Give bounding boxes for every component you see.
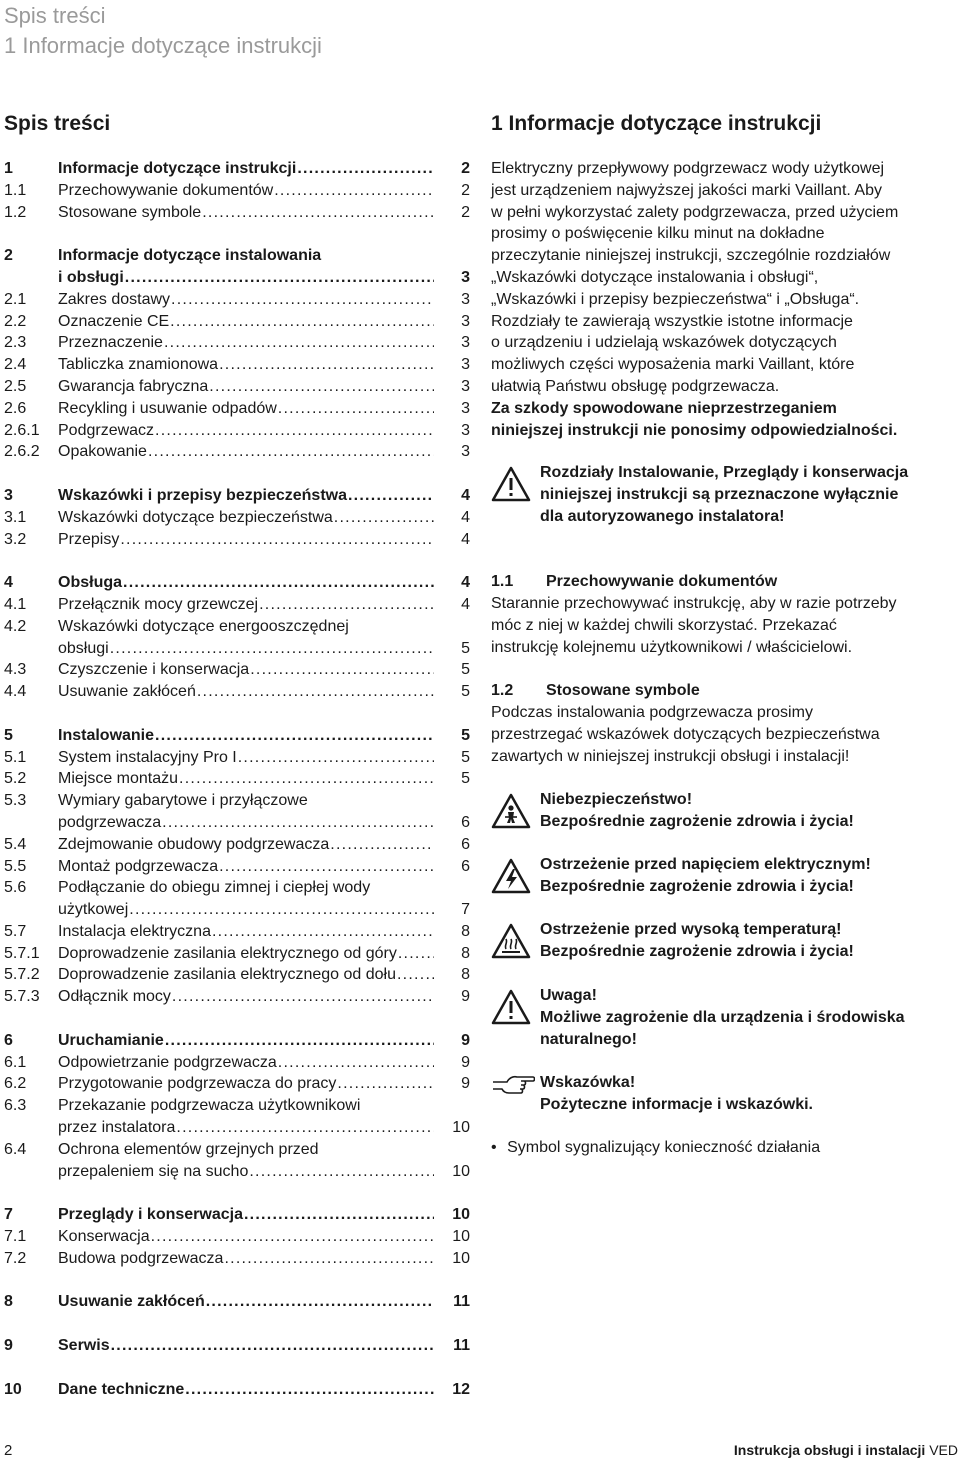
toc-entry-title: Opakowanie bbox=[58, 443, 147, 461]
toc-entry-number: 3 bbox=[4, 486, 13, 504]
toc-entry-title: Gwarancja fabryczna bbox=[58, 377, 209, 395]
toc-entry-number: 1 bbox=[4, 160, 13, 177]
intro-line: przeczytanie niniejszej instrukcji, szczególnie rozdziałów bbox=[491, 247, 891, 265]
toc-dot-leader bbox=[123, 572, 434, 594]
symbol-desc: Pożyteczne informacje i wskazówki. bbox=[540, 1095, 813, 1113]
toc-dot-leader bbox=[337, 1073, 434, 1095]
toc-entry-page: 6 bbox=[461, 835, 470, 853]
toc-entry bbox=[4, 1030, 470, 1052]
toc-dot-leader bbox=[278, 1052, 434, 1074]
toc-entry bbox=[4, 659, 470, 681]
subsection-1-2-text bbox=[491, 702, 960, 767]
toc-dot-leader bbox=[170, 311, 434, 333]
toc-dot-leader bbox=[330, 834, 434, 856]
toc-entry-number: 1.1 bbox=[4, 181, 27, 199]
toc-entry-number: 4.3 bbox=[4, 661, 27, 679]
running-header-line1: Spis treści bbox=[4, 3, 106, 28]
toc-dot-leader bbox=[172, 986, 434, 1008]
toc-entry-title: Przygotowanie podgrzewacza do pracy bbox=[58, 1075, 337, 1093]
text-line: zawartych w niniejszej instrukcji obsługi i instalacji! bbox=[491, 747, 850, 765]
toc-entry-number: 5.7.1 bbox=[4, 944, 40, 962]
toc-entry-title-cont: podgrzewacza bbox=[58, 813, 162, 831]
intro-text bbox=[491, 158, 960, 441]
toc-entry-title: Serwis bbox=[58, 1337, 110, 1355]
symbol-hot bbox=[491, 919, 854, 963]
toc-dot-leader bbox=[148, 441, 434, 463]
toc-entry-page: 11 bbox=[453, 1293, 470, 1311]
toc-entry-title: Dane techniczne bbox=[58, 1380, 185, 1398]
toc-entry-title: Ochrona elementów grzejnych przed bbox=[58, 1140, 319, 1158]
toc-entry-title: Wskazówki dotyczące energooszczędnej bbox=[58, 617, 349, 635]
toc-entry bbox=[4, 1226, 470, 1248]
toc-entry-number: 6.1 bbox=[4, 1053, 27, 1071]
toc-entry bbox=[4, 725, 470, 747]
toc-dot-leader bbox=[209, 376, 434, 398]
toc-entry-title: Montaż podgrzewacza bbox=[58, 857, 219, 875]
toc-entry-title-cont: przez instalatora bbox=[58, 1119, 176, 1137]
toc-title: Spis treści bbox=[4, 112, 111, 135]
toc-entry-title: Odłącznik mocy bbox=[58, 988, 171, 1006]
toc-entry-number: 5.7.2 bbox=[4, 966, 40, 984]
toc-entry-page: 11 bbox=[453, 1337, 470, 1355]
toc-entry-page: 4 bbox=[461, 595, 470, 613]
toc-entry-page: 10 bbox=[452, 1206, 470, 1224]
toc-dot-leader bbox=[111, 1335, 434, 1357]
toc-entry-page: 5 bbox=[461, 726, 470, 744]
bullet-mark: • bbox=[491, 1139, 497, 1156]
toc-dot-leader bbox=[219, 856, 434, 878]
toc-dot-leader bbox=[278, 398, 434, 420]
toc-entry-number: 4.4 bbox=[4, 683, 27, 701]
toc-entry-page: 3 bbox=[461, 268, 470, 286]
toc-entry bbox=[4, 986, 470, 1008]
toc-entry bbox=[4, 790, 470, 834]
toc-entry-title: Doprowadzenie zasilania elektrycznego od dołu bbox=[58, 966, 396, 984]
toc-entry bbox=[4, 834, 470, 856]
toc-entry bbox=[4, 856, 470, 878]
toc-entry-page: 3 bbox=[461, 399, 470, 417]
symbol-title: Ostrzeżenie przed napięciem elektrycznym! bbox=[540, 856, 871, 873]
toc-entry-title: Obsługa bbox=[58, 574, 123, 592]
toc-entry-page: 8 bbox=[461, 922, 470, 940]
symbol-title: Uwaga! bbox=[540, 987, 597, 1004]
toc-dot-leader bbox=[165, 1030, 434, 1052]
intro-line: Rozdziały te zawierają wszystkie istotne informacje bbox=[491, 312, 853, 330]
toc-dot-leader bbox=[120, 529, 434, 551]
toc-dot-leader bbox=[155, 725, 434, 747]
toc-entry-page: 4 bbox=[461, 486, 470, 504]
toc-dot-leader bbox=[197, 681, 434, 703]
toc-entry bbox=[4, 572, 470, 594]
toc-entry-page: 5 bbox=[461, 683, 470, 701]
toc-entry-number: 3.1 bbox=[4, 508, 27, 526]
toc-entry bbox=[4, 1052, 470, 1074]
toc-entry bbox=[4, 1291, 470, 1313]
warning-line: dla autoryzowanego instalatora! bbox=[540, 507, 785, 525]
table-of-contents bbox=[4, 158, 470, 1400]
toc-entry bbox=[4, 964, 470, 986]
toc-dot-leader bbox=[155, 420, 434, 442]
toc-entry-page: 3 bbox=[461, 356, 470, 374]
toc-entry-number: 6.4 bbox=[4, 1140, 27, 1158]
toc-entry-page: 6 bbox=[461, 813, 470, 831]
toc-entry-number: 2.5 bbox=[4, 377, 27, 395]
toc-entry-title: Doprowadzenie zasilania elektrycznego od góry bbox=[58, 944, 397, 962]
toc-dot-leader bbox=[185, 1379, 434, 1401]
toc-entry bbox=[4, 616, 470, 660]
toc-entry bbox=[4, 1204, 470, 1226]
toc-entry-page: 3 bbox=[461, 377, 470, 395]
toc-entry-number: 6 bbox=[4, 1031, 13, 1049]
toc-dot-leader bbox=[171, 289, 434, 311]
intro-line: „Wskazówki i przepisy bezpieczeństwa“ i „Obsługa“. bbox=[491, 290, 860, 308]
toc-entry-title: Przechowywanie dokumentów bbox=[58, 181, 274, 199]
intro-line: w pełni wykorzystać zalety podgrzewacza, przed użyciem bbox=[491, 203, 899, 221]
toc-entry-title: Informacje dotyczące instrukcji bbox=[58, 160, 297, 177]
subsection-1-1-text bbox=[491, 593, 960, 658]
toc-entry-number: 2.4 bbox=[4, 356, 27, 374]
toc-entry-title: Instalacja elektryczna bbox=[58, 922, 211, 940]
toc-dot-leader bbox=[179, 768, 434, 790]
toc-dot-leader bbox=[164, 332, 434, 354]
toc-entry-number: 4.1 bbox=[4, 595, 27, 613]
toc-entry bbox=[4, 245, 470, 289]
toc-entry-title: Usuwanie zakłóceń bbox=[58, 683, 196, 701]
toc-entry-title: Podłączanie do obiegu zimnej i ciepłej wody bbox=[58, 879, 371, 897]
toc-entry-number: 8 bbox=[4, 1293, 13, 1311]
intro-line: „Wskazówki dotyczące instalowania i obsługi“, bbox=[491, 268, 819, 286]
subsection-title: Stosowane symbole bbox=[546, 682, 700, 699]
toc-entry-page: 3 bbox=[461, 290, 470, 308]
toc-entry-page: 2 bbox=[461, 181, 470, 199]
liability-note: niniejszej instrukcji nie ponosimy odpowiedzialności. bbox=[491, 421, 898, 439]
toc-entry bbox=[4, 877, 470, 921]
toc-entry-title: Wskazówki dotyczące bezpieczeństwa bbox=[58, 508, 333, 526]
toc-entry-title-cont: użytkowej bbox=[58, 901, 129, 919]
toc-entry-title: Stosowane symbole bbox=[58, 203, 202, 221]
toc-entry bbox=[4, 1335, 470, 1357]
toc-entry bbox=[4, 398, 470, 420]
toc-entry-title: Budowa podgrzewacza bbox=[58, 1249, 224, 1267]
warning-line: Rozdziały Instalowanie, Przeglądy i konserwacja bbox=[540, 464, 909, 481]
toc-entry-number: 4.2 bbox=[4, 617, 27, 635]
subsection-title: Przechowywanie dokumentów bbox=[546, 573, 778, 590]
toc-entry-number: 6.3 bbox=[4, 1097, 27, 1115]
toc-dot-leader bbox=[274, 180, 434, 202]
toc-entry bbox=[4, 354, 470, 376]
toc-entry bbox=[4, 747, 470, 769]
intro-line: prosimy o poświęcenie kilku minut na dokładne bbox=[491, 225, 825, 243]
toc-entry-number: 5.7 bbox=[4, 922, 27, 940]
page-number: 2 bbox=[4, 1442, 13, 1459]
symbol-hint bbox=[491, 1072, 813, 1116]
toc-entry bbox=[4, 1379, 470, 1401]
toc-dot-leader bbox=[125, 267, 434, 289]
toc-entry-page: 12 bbox=[452, 1380, 470, 1398]
toc-entry-title-cont: przepaleniem się na sucho bbox=[58, 1162, 249, 1180]
toc-entry bbox=[4, 943, 470, 965]
toc-entry-title-cont: obsługi bbox=[58, 639, 109, 657]
text-line: instrukcję kolejnemu użytkownikowi / właścicielowi. bbox=[491, 638, 853, 656]
toc-entry bbox=[4, 202, 470, 224]
footer-doc-name: Instrukcja obsługi i instalacji bbox=[733, 1442, 926, 1458]
toc-dot-leader bbox=[398, 943, 434, 965]
toc-entry-number: 5.7.3 bbox=[4, 988, 40, 1006]
toc-entry-number: 10 bbox=[4, 1380, 22, 1398]
toc-entry-number: 2 bbox=[4, 247, 13, 265]
toc-entry-page: 3 bbox=[461, 443, 470, 461]
intro-line: jest urządzeniem najwyższej jakości marki Vaillant. Aby bbox=[491, 181, 882, 199]
toc-entry-title: Oznaczenie CE bbox=[58, 312, 170, 330]
toc-dot-leader bbox=[162, 812, 434, 834]
toc-dot-leader bbox=[206, 1291, 434, 1313]
toc-entry bbox=[4, 441, 470, 463]
intro-line: możliwych części wyposażenia marki Vaillant, które bbox=[491, 356, 855, 374]
toc-entry-page: 9 bbox=[461, 1053, 470, 1071]
toc-entry bbox=[4, 921, 470, 943]
symbol-danger bbox=[491, 789, 854, 833]
bullet-text: Symbol sygnalizujący konieczność działania bbox=[507, 1139, 821, 1156]
toc-entry bbox=[4, 507, 470, 529]
toc-entry-number: 5.6 bbox=[4, 879, 27, 897]
toc-dot-leader bbox=[250, 659, 434, 681]
danger-person-icon bbox=[491, 793, 531, 829]
symbol-title: Wskazówka! bbox=[540, 1074, 636, 1091]
toc-dot-leader bbox=[151, 1226, 434, 1248]
toc-dot-leader bbox=[176, 1117, 434, 1139]
toc-dot-leader bbox=[249, 1161, 434, 1183]
toc-entry-number: 5.1 bbox=[4, 748, 27, 766]
toc-entry bbox=[4, 289, 470, 311]
toc-entry bbox=[4, 376, 470, 398]
toc-entry-title: Tabliczka znamionowa bbox=[58, 356, 219, 374]
toc-entry-title: Wskazówki i przepisy bezpieczeństwa bbox=[58, 486, 347, 504]
text-line: móc z niej w każdej chwili skorzystać. Przekazać bbox=[491, 616, 837, 634]
toc-entry bbox=[4, 1139, 470, 1183]
toc-entry-page: 10 bbox=[452, 1119, 470, 1137]
toc-entry-page: 10 bbox=[452, 1162, 470, 1180]
electric-shock-icon bbox=[491, 858, 531, 894]
toc-entry bbox=[4, 594, 470, 616]
toc-entry-title: Konserwacja bbox=[58, 1228, 150, 1246]
toc-entry-title: Usuwanie zakłóceń bbox=[58, 1293, 205, 1311]
toc-entry-page: 5 bbox=[461, 661, 470, 679]
toc-entry bbox=[4, 311, 470, 333]
toc-entry bbox=[4, 1095, 470, 1139]
toc-dot-leader bbox=[259, 594, 434, 616]
toc-entry bbox=[4, 485, 470, 507]
toc-entry-title: Zdejmowanie obudowy podgrzewacza bbox=[58, 835, 330, 853]
toc-entry-title: Miejsce montażu bbox=[58, 770, 179, 788]
toc-dot-leader bbox=[129, 899, 434, 921]
symbol-caution bbox=[491, 985, 905, 1050]
toc-entry-number: 7.1 bbox=[4, 1228, 27, 1246]
toc-entry bbox=[4, 1248, 470, 1270]
toc-entry-title: Podgrzewacz bbox=[58, 421, 155, 439]
liability-note: Za szkody spowodowane nieprzestrzeganiem bbox=[491, 399, 837, 417]
footer-model: VED bbox=[929, 1442, 958, 1458]
toc-entry bbox=[4, 1073, 470, 1095]
footer-doc-title bbox=[734, 1442, 958, 1458]
toc-dot-leader bbox=[238, 747, 434, 769]
toc-entry-number: 3.2 bbox=[4, 530, 27, 548]
toc-dot-leader bbox=[397, 964, 434, 986]
toc-entry-page: 3 bbox=[461, 312, 470, 330]
symbol-electric bbox=[491, 854, 871, 898]
symbol-desc: Możliwe zagrożenie dla urządzenia i środowiska bbox=[540, 1008, 905, 1026]
toc-entry-number: 5.5 bbox=[4, 857, 27, 875]
toc-dot-leader bbox=[334, 507, 434, 529]
bullet-item bbox=[491, 1137, 960, 1159]
subsection-1-1-heading bbox=[491, 571, 777, 593]
running-header-line2: 1 Informacje dotyczące instrukcji bbox=[4, 33, 322, 58]
toc-entry-title: Instalowanie bbox=[58, 726, 155, 744]
symbol-desc: naturalnego! bbox=[540, 1030, 637, 1048]
toc-dot-leader bbox=[212, 921, 434, 943]
symbol-desc: Bezpośrednie zagrożenie zdrowia i życia! bbox=[540, 812, 854, 830]
pointing-hand-icon bbox=[491, 1074, 535, 1098]
toc-entry-page: 5 bbox=[461, 639, 470, 657]
toc-entry-number: 7.2 bbox=[4, 1249, 27, 1267]
text-line: przestrzegać wskazówek dotyczących bezpieczeństwa bbox=[491, 725, 880, 743]
toc-entry bbox=[4, 158, 470, 180]
intro-line: ułatwią Państwu obsługę podgrzewacza. bbox=[491, 377, 780, 395]
toc-entry bbox=[4, 681, 470, 703]
symbol-title: Niebezpieczeństwo! bbox=[540, 791, 693, 808]
symbol-desc: Bezpośrednie zagrożenie zdrowia i życia! bbox=[540, 877, 854, 895]
toc-entry bbox=[4, 332, 470, 354]
toc-entry-number: 2.1 bbox=[4, 290, 27, 308]
symbol-title: Ostrzeżenie przed wysoką temperaturą! bbox=[540, 921, 842, 938]
text-line: Starannie przechowywać instrukcję, aby w razie potrzeby bbox=[491, 595, 897, 612]
warning-triangle-icon bbox=[491, 466, 531, 502]
toc-entry-page: 5 bbox=[461, 748, 470, 766]
toc-entry-page: 9 bbox=[461, 1031, 470, 1049]
toc-entry-page: 10 bbox=[452, 1228, 470, 1246]
toc-entry bbox=[4, 180, 470, 202]
toc-entry-number: 1.2 bbox=[4, 203, 27, 221]
toc-entry-title: Czyszczenie i konserwacja bbox=[58, 661, 250, 679]
toc-entry-number: 2.2 bbox=[4, 312, 27, 330]
symbol-desc: Bezpośrednie zagrożenie zdrowia i życia! bbox=[540, 942, 854, 960]
toc-entry bbox=[4, 768, 470, 790]
toc-entry-number: 7 bbox=[4, 1206, 13, 1224]
toc-entry-page: 3 bbox=[461, 421, 470, 439]
toc-entry-title: Przełącznik mocy grzewczej bbox=[58, 595, 259, 613]
toc-entry-title-cont: i obsługi bbox=[58, 268, 124, 286]
installer-warning bbox=[491, 462, 908, 527]
toc-entry-number: 5.2 bbox=[4, 770, 27, 788]
caution-icon bbox=[491, 989, 531, 1025]
toc-dot-leader bbox=[348, 485, 434, 507]
toc-entry-page: 8 bbox=[461, 944, 470, 962]
toc-dot-leader bbox=[219, 354, 434, 376]
toc-dot-leader bbox=[244, 1204, 434, 1226]
toc-entry-title: Informacje dotyczące instalowania bbox=[58, 247, 322, 265]
toc-dot-leader bbox=[224, 1248, 434, 1270]
toc-entry-title: Zakres dostawy bbox=[58, 290, 171, 308]
toc-entry-title: Przeznaczenie bbox=[58, 334, 163, 352]
toc-entry-page: 5 bbox=[461, 770, 470, 788]
toc-entry-number: 5.4 bbox=[4, 835, 27, 853]
toc-entry-title: Recykling i usuwanie odpadów bbox=[58, 399, 277, 417]
toc-dot-leader bbox=[297, 158, 434, 180]
toc-entry bbox=[4, 420, 470, 442]
toc-entry-number: 6.2 bbox=[4, 1075, 27, 1093]
toc-entry-page: 4 bbox=[461, 574, 470, 592]
toc-dot-leader bbox=[110, 638, 434, 660]
toc-entry-title: Przepisy bbox=[58, 530, 120, 548]
toc-entry-page: 2 bbox=[461, 203, 470, 221]
warning-line: niniejszej instrukcji są przeznaczone wyłącznie bbox=[540, 485, 899, 503]
subsection-number: 1.2 bbox=[491, 682, 514, 699]
text-line: Podczas instalowania podgrzewacza prosimy bbox=[491, 704, 813, 721]
toc-entry-number: 2.6.2 bbox=[4, 443, 40, 461]
subsection-1-2-heading bbox=[491, 680, 700, 702]
toc-entry-number: 2.6.1 bbox=[4, 421, 40, 439]
toc-entry-title: Przekazanie podgrzewacza użytkownikowi bbox=[58, 1097, 361, 1115]
toc-entry-title: System instalacyjny Pro I bbox=[58, 748, 237, 766]
hot-surface-icon bbox=[491, 923, 531, 959]
toc-entry-page: 9 bbox=[461, 988, 470, 1006]
intro-line: o urządzeniu i udzielają wskazówek dotyczących bbox=[491, 334, 837, 352]
toc-entry-page: 10 bbox=[452, 1249, 470, 1267]
toc-entry-title: Przeglądy i konserwacja bbox=[58, 1206, 243, 1224]
toc-entry-page: 4 bbox=[461, 530, 470, 548]
toc-entry-page: 6 bbox=[461, 857, 470, 875]
intro-line: Elektryczny przepływowy podgrzewacz wody użytkowej bbox=[491, 160, 885, 177]
toc-entry-page: 7 bbox=[461, 901, 470, 919]
toc-entry-title: Wymiary gabarytowe i przyłączowe bbox=[58, 792, 308, 810]
toc-entry bbox=[4, 529, 470, 551]
toc-entry-page: 4 bbox=[461, 508, 470, 526]
toc-entry-number: 5.3 bbox=[4, 792, 27, 810]
toc-entry-page: 2 bbox=[461, 160, 470, 177]
toc-entry-number: 2.6 bbox=[4, 399, 27, 417]
toc-entry-title: Odpowietrzanie podgrzewacza bbox=[58, 1053, 277, 1071]
subsection-number: 1.1 bbox=[491, 573, 514, 590]
toc-entry-number: 5 bbox=[4, 726, 13, 744]
toc-dot-leader bbox=[202, 202, 434, 224]
toc-entry-page: 8 bbox=[461, 966, 470, 984]
toc-entry-page: 3 bbox=[461, 334, 470, 352]
toc-entry-number: 4 bbox=[4, 574, 13, 592]
toc-entry-number: 2.3 bbox=[4, 334, 27, 352]
toc-entry-number: 9 bbox=[4, 1337, 13, 1355]
toc-entry-title: Uruchamianie bbox=[58, 1031, 164, 1049]
section-title: 1 Informacje dotyczące instrukcji bbox=[491, 112, 822, 135]
toc-entry-page: 9 bbox=[461, 1075, 470, 1093]
